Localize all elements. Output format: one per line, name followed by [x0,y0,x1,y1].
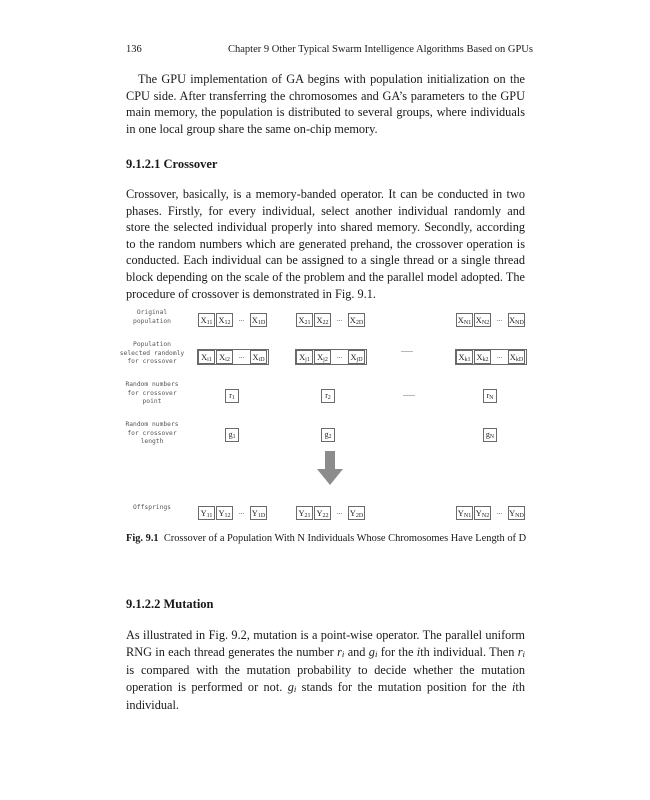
row-label-offsprings: Offsprings [133,504,171,511]
random-length-1: $g_1$ [225,428,239,442]
gene-dots: ... [496,315,503,323]
page-number: 136 [126,44,142,55]
gene-cell: $X_{N1}$ [456,313,473,327]
row-label-selected: Population selected randomly for crossover [119,341,185,366]
chromosome-original-2 [296,313,365,327]
gene-cell: $X_{12}$ [216,313,233,327]
chromosome-offspring-2 [296,506,365,520]
gene-cell: $X_{j2}$ [314,350,331,364]
gene-cell: $Y_{N1}$ [456,506,473,520]
running-title: Chapter 9 Other Typical Swarm Intelligence Algorithms Based on GPUs [228,44,533,55]
gene-cell: $Y_{12}$ [216,506,233,520]
chromosome-selected-n [456,350,525,364]
random-point-2: $r_2$ [321,389,335,403]
gene-cell: $X_{k2}$ [474,350,491,364]
gene-cell: $X_{i2}$ [216,350,233,364]
gene-cell: $X_{2D}$ [348,313,365,327]
crossover-figure [119,301,528,531]
figure-caption-text: Crossover of a Population With N Individuals Whose Chromosomes Have Length of D [163,533,527,544]
gene-cell: $Y_{11}$ [198,506,215,520]
gene-cell: $X_{kD}$ [508,350,525,364]
gene-cell: $X_{N2}$ [474,313,491,327]
figure-label: Fig. 9.1 [126,533,159,544]
random-point-n: $r_N$ [483,389,497,403]
gene-cell: $X_{ND}$ [508,313,525,327]
gene-cell: $X_{k1}$ [456,350,473,364]
chromosome-offspring-n [456,506,525,520]
section-heading-mutation: 9.1.2.2 Mutation [126,597,214,611]
chromosome-original-n [456,313,525,327]
gene-cell: $Y_{22}$ [314,506,331,520]
gene-cell: $X_{i1}$ [198,350,215,364]
gene-cell: $Y_{2D}$ [348,506,365,520]
down-arrow-icon [317,451,343,485]
ellipsis: ...... [403,389,415,398]
figure-caption [126,533,526,544]
gene-dots: ... [336,352,343,360]
chromosome-original-1 [198,313,267,327]
gene-cell: $Y_{21}$ [296,506,313,520]
random-point-1: $r_1$ [225,389,239,403]
gene-dots: ... [336,315,343,323]
intro-paragraph: The GPU implementation of GA begins with population initialization on the CPU side. After transferring the chromosomes and GA’s parameters to the GPU main memory, the population is distributed to several groups, where individuals in one local group share the same on-chip memory. [126,72,525,136]
gene-cell: $X_{1D}$ [250,313,267,327]
section-heading-crossover: 9.1.2.1 Crossover [126,157,218,171]
random-length-2: $g_2$ [321,428,335,442]
gene-dots: ... [238,352,245,360]
gene-dots: ... [336,508,343,516]
gene-cell: $X_{11}$ [198,313,215,327]
chromosome-offspring-1 [198,506,267,520]
gene-cell: $X_{iD}$ [250,350,267,364]
crossover-paragraph: Crossover, basically, is a memory-banded operator. It can be conducted in two phases. Firstly, for every individual, select another individual randomly and store the selected individual properly into shared memory. Secondly, according to the random numbers which are generated prehand, the crossover operation is conducted. Each individual can be assigned to a single thread or a single thread block depending on the scale of the problem and the parallel model adopted. The procedure of crossover is demonstrated in Fig. 9.1. [126,187,525,301]
gene-cell: $Y_{N2}$ [474,506,491,520]
row-label-crossover-point: Random numbers for crossover point [125,381,179,406]
gene-dots: ... [238,315,245,323]
row-label-original: Original population [133,309,171,325]
gene-cell: $X_{22}$ [314,313,331,327]
gene-cell: $X_{jD}$ [348,350,365,364]
gene-cell: $X_{j1}$ [296,350,313,364]
chromosome-selected-1 [198,350,267,364]
random-length-n: $g_N$ [483,428,497,442]
ellipsis: ...... [401,345,413,354]
chromosome-selected-2 [296,350,365,364]
gene-cell: $X_{21}$ [296,313,313,327]
gene-dots: ... [496,508,503,516]
mutation-paragraph: As illustrated in Fig. 9.2, mutation is a point-wise operator. The parallel uniform RNG in each thread generates the number $r_i$ and $g_i$ for the ith individual. Then $r_i$ is compared with the mutation probability to decide whether the mutation operation is performed or not. $g_i$ stands for the mutation position for the ith individual. [126,628,525,713]
gene-dots: ... [238,508,245,516]
gene-cell: $Y_{ND}$ [508,506,525,520]
gene-cell: $Y_{1D}$ [250,506,267,520]
row-label-crossover-length: Random numbers for crossover length [125,421,179,446]
gene-dots: ... [496,352,503,360]
